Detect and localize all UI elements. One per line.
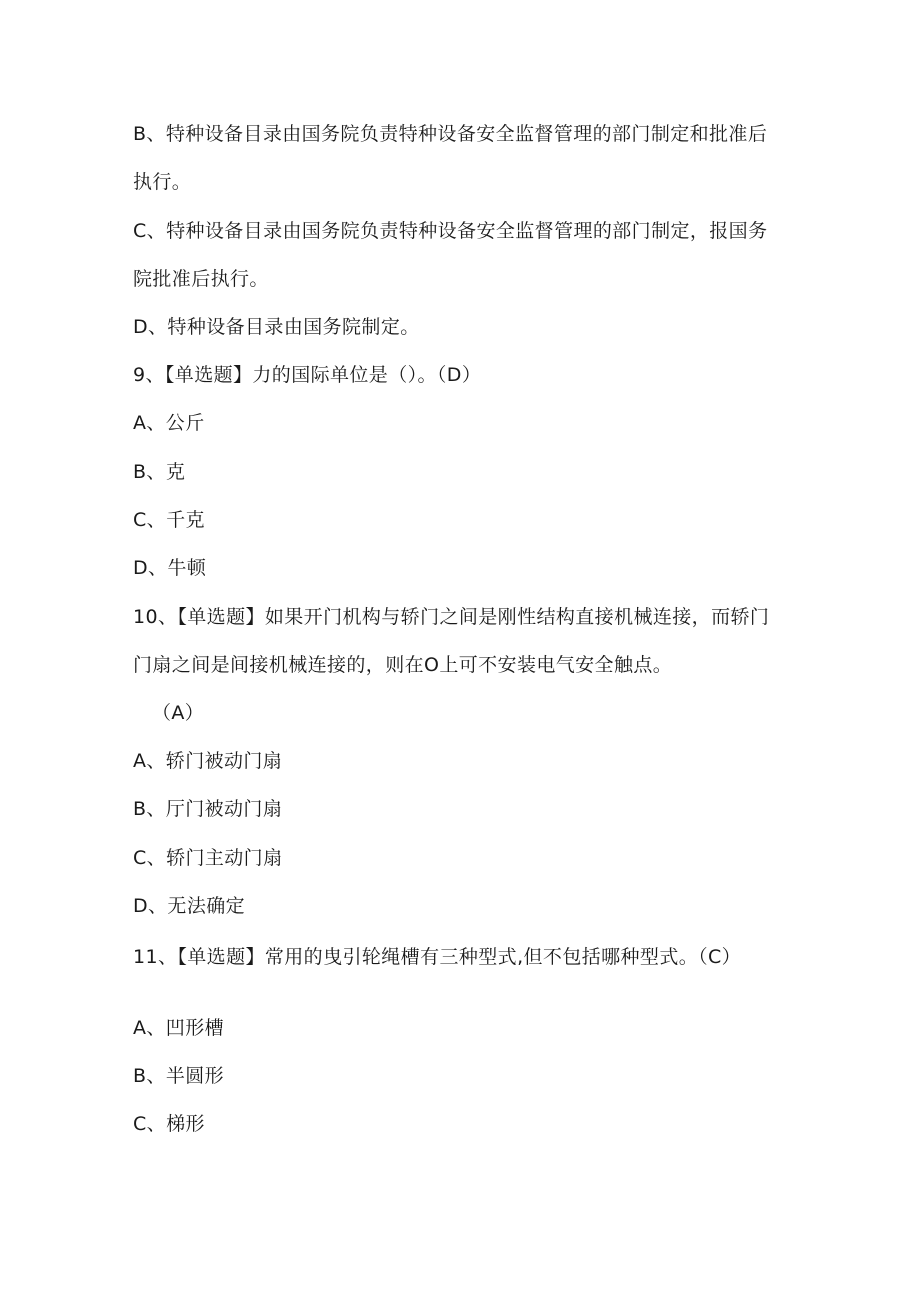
q9-option-a: A、公斤 bbox=[133, 412, 205, 434]
q8-option-b-line2: 执行。 bbox=[133, 171, 192, 193]
q9-option-c: C、千克 bbox=[133, 509, 205, 531]
q10-option-b: B、厅门被动门扇 bbox=[133, 798, 283, 820]
q8-option-b-line1: B、特种设备目录由国务院负责特种设备安全监督管理的部门制定和批准后 bbox=[133, 123, 768, 145]
q11-question: 11、【单选题】常用的曳引轮绳槽有三种型式,但不包括哪种型式。（C） bbox=[133, 946, 742, 968]
q10-answer: （A） bbox=[152, 702, 205, 724]
q8-option-c-line2: 院批准后执行。 bbox=[133, 268, 269, 290]
q10-option-c: C、轿门主动门扇 bbox=[133, 847, 283, 869]
q11-option-a: A、凹形槽 bbox=[133, 1017, 224, 1039]
q8-option-c-line1: C、特种设备目录由国务院负责特种设备安全监督管理的部门制定，报国务 bbox=[133, 220, 768, 242]
q11-option-b: B、半圆形 bbox=[133, 1065, 225, 1087]
q10-option-a: A、轿门被动门扇 bbox=[133, 750, 283, 772]
q11-option-c: C、梯形 bbox=[133, 1113, 205, 1135]
q9-option-d: D、牛顿 bbox=[133, 557, 207, 579]
q10-question-line1: 10、【单选题】如果开门机构与轿门之间是刚性结构直接机械连接，而轿门 bbox=[133, 606, 770, 628]
q8-option-d: D、特种设备目录由国务院制定。 bbox=[133, 316, 420, 338]
q10-option-d: D、无法确定 bbox=[133, 895, 246, 917]
q9-question: 9、【单选题】力的国际单位是（）。（D） bbox=[133, 364, 482, 386]
q10-question-line2: 门扇之间是间接机械连接的，则在O上可不安装电气安全触点。 bbox=[133, 654, 673, 676]
q9-option-b: B、克 bbox=[133, 461, 186, 483]
